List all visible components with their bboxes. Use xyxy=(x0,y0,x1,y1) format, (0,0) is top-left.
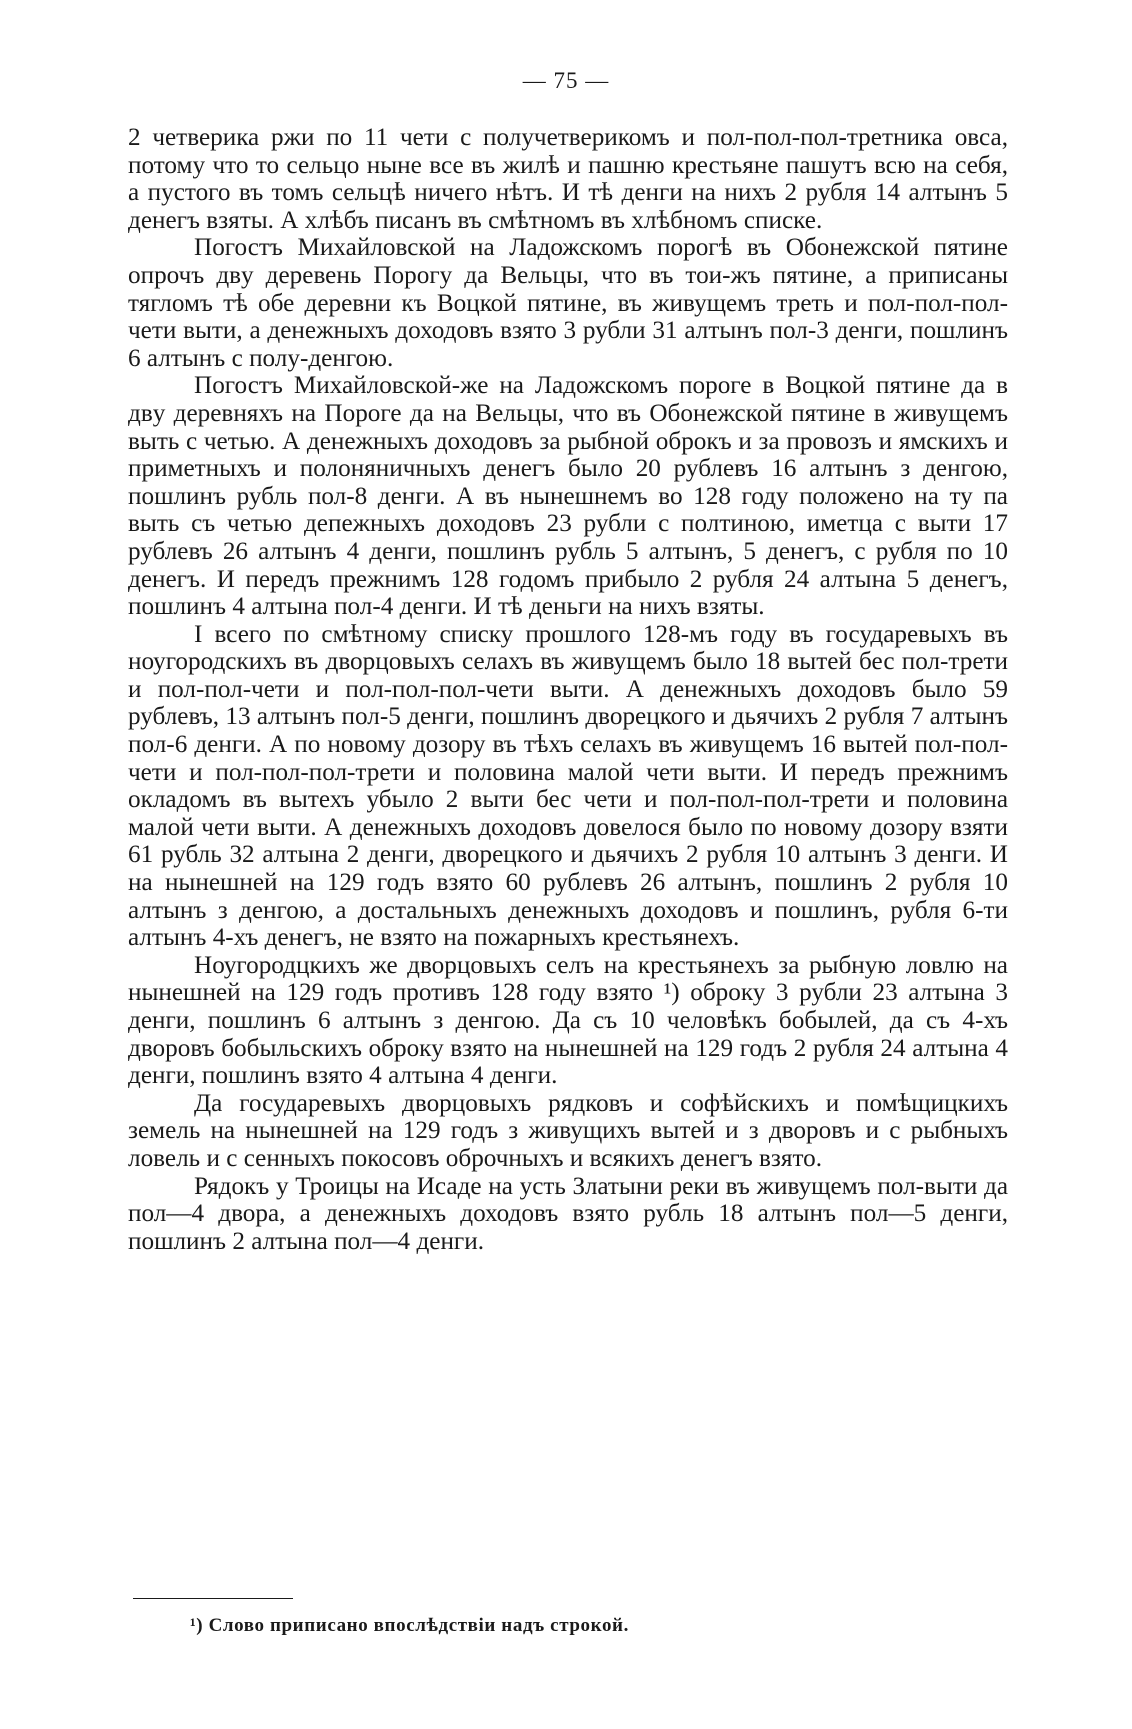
paragraph: Да государевыхъ дворцовыхъ рядковъ и софѣйскихъ и помѣщицкихъ земель на нынешней на 129 годъ з живущихъ вытей и з дворовъ и с рыбныхъ ловель и с сенныхъ покосовъ оброчныхъ и всякихъ денегъ взято. xyxy=(128,1089,1008,1172)
paragraph: Погостъ Михайловской-же на Ладожскомъ пороге в Воцкой пятине да в двy деревняхъ на Пороге да на Вельцы, что въ Обонежской пятине в живущемъ выть с четью. А денежныхъ доходовъ за рыбной оброкъ и за провозъ и ямскихъ и приметныхъ и полоняничныхъ денегъ было 20 рублевъ 16 алтынъ з денгою, пошлинъ рубль пол-8 денги. А въ нынешнемъ во 128 году положено на ту па выть съ четью депежныхъ доходовъ 23 рубли с полтиною, иметца с выти 17 рублевъ 26 алтынъ 4 денги, пошлинъ рубль 5 алтынъ, 5 денегъ, с рубля по 10 денегъ. И передъ прежнимъ 128 годомъ прибыло 2 рубля 24 алтына 5 денегъ, пошлинъ 4 алтына пол-4 денги. И тѣ деньги на нихъ взяты. xyxy=(128,372,1008,621)
body-text xyxy=(128,124,1008,1255)
paragraph: I всего по смѣтному списку прошлого 128-мъ году въ государевыхъ въ ноугородскихъ въ дворцовыхъ селахъ въ живущемъ было 18 вытей бес пол-трети и пол-пол-чети и пол-пол-пол-чети выти. А денежныхъ доходовъ было 59 рублевъ, 13 алтынъ пол-5 денги, пошлинъ дворецкого и дьячихъ 2 рубля 7 алтынъ пол-6 денги. А по новому дозору въ тѣхъ селахъ въ живущемъ 16 вытей пол-пол-чети и пол-пол-пол-трети и половина малой чети выти. И передъ прежнимъ окладомъ въ вытехъ убыло 2 выти бес чети и пол-пол-пол-трети и половина малой чети выти. А денежныхъ доходовъ довелося было по новому дозору взяти 61 рубль 32 алтына 2 денги, дворецкого и дьячихъ 2 рубля 10 алтынъ 3 денги. И на нынешней на 129 годъ взято 60 рублевъ 26 алтынъ, пошлинъ 2 рубля 10 алтынъ з денгою, а достальныхъ денежныхъ доходовъ и пошлинъ, рубля 6-ти алтынъ 4-хъ денегъ, не взято на пожарныхъ крестьянехъ. xyxy=(128,620,1008,952)
footnote: ¹) Слово приписано впослѣдствіи надъ строкой. xyxy=(190,1615,629,1636)
paragraph: Ноугородцкихъ же дворцовыхъ селъ на крестьянехъ за рыбную ловлю на нынешней на 129 годъ противъ 128 году взято ¹) оброку 3 рубли 23 алтына 3 денги, пошлинъ 6 алтынъ з денгою. Да съ 10 человѣкъ бобылей, да съ 4-хъ дворовъ бобыльскихъ оброку взято на нынешней на 129 годъ 2 рубля 24 алтына 4 денги, пошлинъ взято 4 алтына 4 денги. xyxy=(128,951,1008,1090)
footnote-separator xyxy=(133,1598,293,1599)
paragraph: Рядокъ у Троицы на Исаде на усть Златыни реки въ живущемъ пол-выти да пол—4 двора, а денежныхъ доходовъ взято рубль 18 алтынъ пол—5 денги, пошлинъ 2 алтына пол—4 денги. xyxy=(128,1172,1008,1255)
page-number: — 75 — xyxy=(522,68,610,93)
paragraph: Погостъ Михайловской на Ладожскомъ порогѣ въ Обонежской пятине опрочъ двy деревень Порогу да Вельцы, что въ тои-жъ пятине, а приписаны тягломъ тѣ обе деревни къ Воцкой пятине, въ живущемъ треть и пол-пол-пол-чети выти, а денежныхъ доходовъ взято 3 рубли 31 алтынъ пол-3 денги, пошлинъ 6 алтынъ с полу-денгою. xyxy=(128,234,1008,372)
paragraph: 2 четверика ржи по 11 чети с получетверикомъ и пол-пол-пол-третника овса, потому что то сельцо ныне все въ жилѣ и пашню крестьяне пашутъ всю на себя, а пустого въ томъ сельцѣ ничего нѣтъ. И тѣ денги на нихъ 2 рубля 14 алтынъ 5 денегъ взяты. А хлѣбъ писанъ въ смѣтномъ въ хлѣбномъ списке. xyxy=(128,124,1008,234)
